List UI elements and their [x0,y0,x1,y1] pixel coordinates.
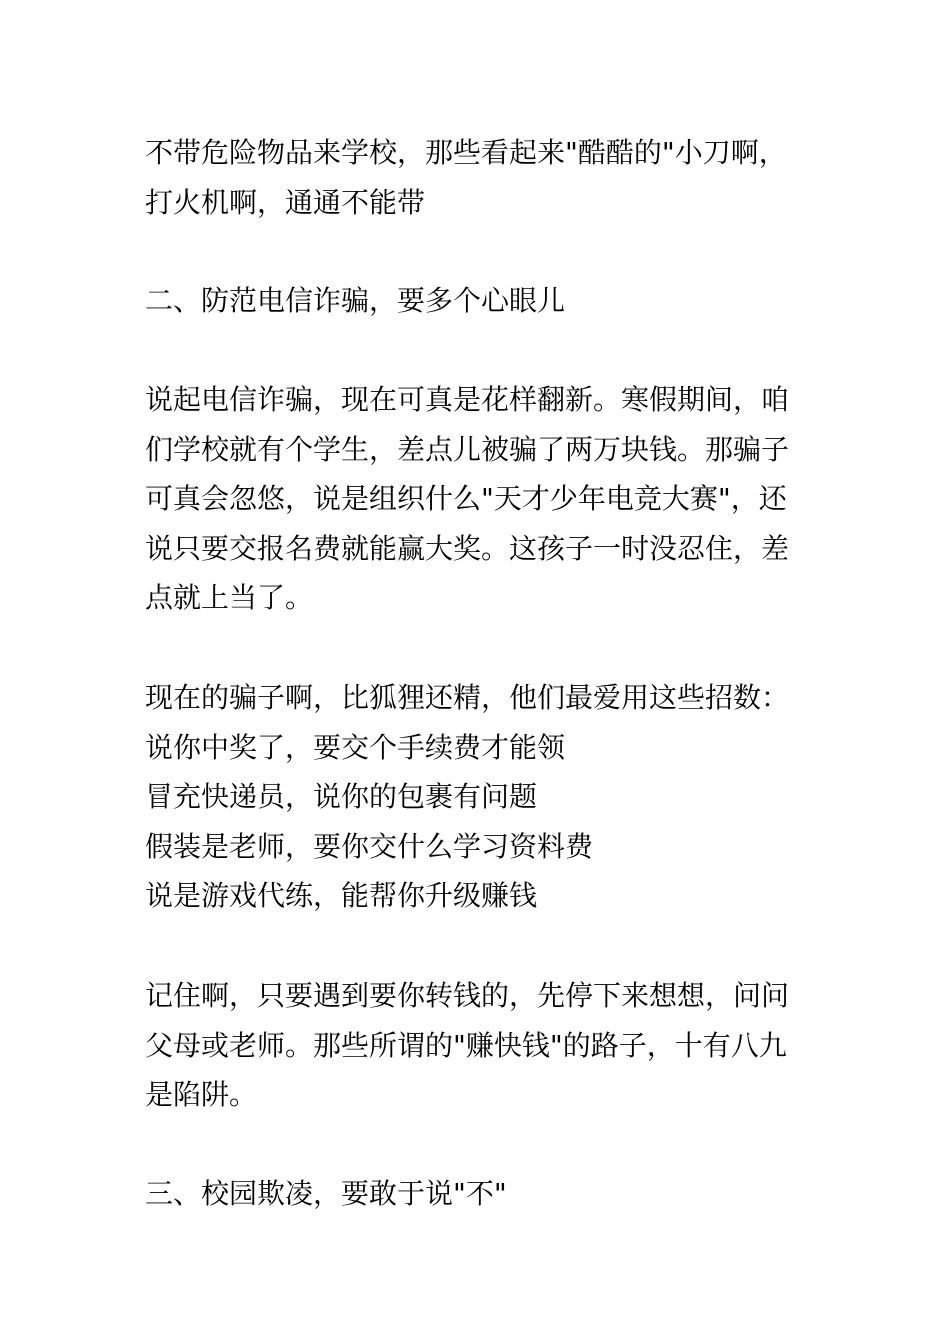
list-item: 冒充快递员，说你的包裹有问题 [145,780,538,813]
heading-text: 三、校园欺凌，要敢于说"不" [145,1177,507,1210]
list-item: 假装是老师，要你交什么学习资料费 [145,829,594,863]
section-heading-telecom-fraud [145,276,815,326]
list-item: 说是游戏代练，能帮你升级赚钱 [145,879,538,912]
text-line: 记住啊，只要遇到要你转钱的，先停下来想想，问问 [145,979,790,1012]
text-line: 不带危险物品来学校，那些看起来"酷酷的"小刀啊， [145,136,787,169]
paragraph-advice [145,971,815,1120]
text-line: 点就上当了。 [145,581,314,614]
text-line: 们学校就有个学生，差点儿被骗了两万块钱。那骗子 [145,432,790,466]
section-heading-bullying [145,1169,815,1219]
paragraph-fraud-story [145,375,815,623]
heading-text: 二、防范电信诈骗，要多个心眼儿 [145,284,566,317]
text-line: 说只要交报名费就能赢大奖。这孩子一时没忍住，差 [145,531,790,565]
text-line: 现在的骗子啊，比狐狸还精，他们最爱用这些招数： [145,681,790,714]
text-line: 可真会忽悠，说是组织什么"天才少年电竞大赛"，还 [145,482,787,515]
text-line: 打火机啊，通通不能带 [145,185,426,219]
paragraph-scam-tactics [145,673,815,921]
list-item: 说你中奖了，要交个手续费才能领 [145,730,566,764]
text-line: 说起电信诈骗，现在可真是花样翻新。寒假期间，咱 [145,383,790,416]
text-line: 是陷阱。 [145,1078,258,1111]
paragraph-dangerous-items [145,128,815,227]
text-line: 父母或老师。那些所谓的"赚快钱"的路子，十有八九 [145,1028,787,1062]
